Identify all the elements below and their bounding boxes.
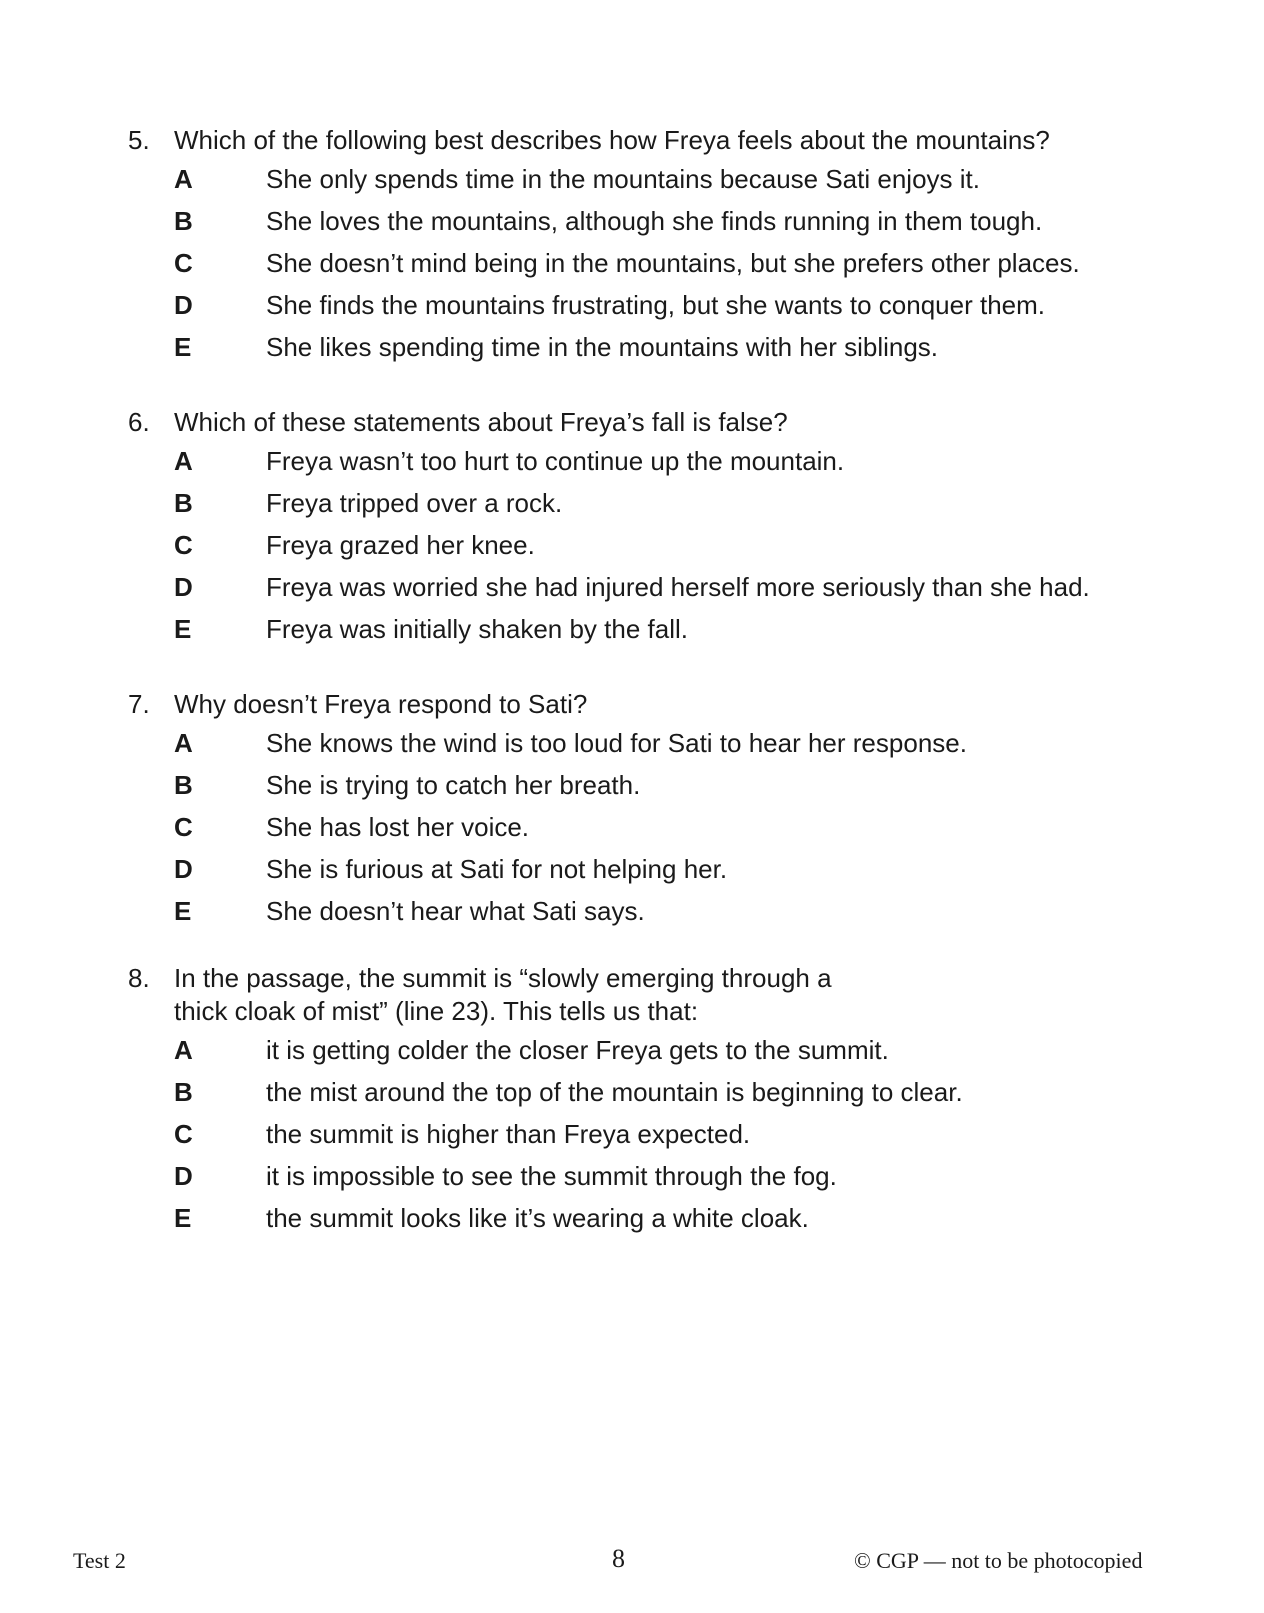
option-letter: E [174,332,192,362]
option-letter: B [174,488,193,518]
option-letter: C [174,530,193,560]
answer-option[interactable] [128,482,1138,524]
answer-option[interactable] [128,1197,1138,1239]
answer-option[interactable] [128,848,1138,890]
answer-option[interactable] [128,158,1138,200]
copyright-notice: © CGP — not to be photocopied [854,1548,1143,1573]
answer-option[interactable] [128,608,1138,650]
question-text: Which of the following best describes how Freya feels about the mountains? [174,125,1050,155]
answer-option[interactable] [128,806,1138,848]
option-text: the mist around the top of the mountain is beginning to clear. [266,1077,963,1107]
option-letter: E [174,614,192,644]
question-text: In the passage, the summit is “slowly emerging through a thick cloak of mist” (line 23). This tells us that: [174,963,832,1026]
answer-option[interactable] [128,764,1138,806]
question-text: Why doesn’t Freya respond to Sati? [174,689,588,719]
option-text: She doesn’t hear what Sati says. [266,896,645,926]
option-letter: B [174,770,193,800]
answer-option[interactable] [128,890,1138,932]
option-letter: D [174,854,193,884]
option-letter: A [174,728,193,758]
option-letter: B [174,1077,193,1107]
option-text: She is trying to catch her breath. [266,770,641,800]
answer-option[interactable] [128,1071,1138,1113]
option-letter: C [174,1119,193,1149]
option-letter: D [174,290,193,320]
option-text: She has lost her voice. [266,812,530,842]
answer-option[interactable] [128,284,1138,326]
question-stem [128,962,1138,1028]
option-letter: A [174,446,193,476]
option-letter: D [174,1161,193,1191]
answer-option[interactable] [128,722,1138,764]
answer-option[interactable] [128,326,1138,368]
option-letter: B [174,206,193,236]
answer-option[interactable] [128,440,1138,482]
option-text: Freya tripped over a rock. [266,488,563,518]
option-text: it is getting colder the closer Freya gets to the summit. [266,1035,889,1065]
question-number: 8. [128,963,150,993]
option-text: it is impossible to see the summit through the fog. [266,1161,837,1191]
option-text: She is furious at Sati for not helping her. [266,854,728,884]
option-text: Freya was initially shaken by the fall. [266,614,688,644]
option-text: Freya wasn’t too hurt to continue up the mountain. [266,446,845,476]
question-stem [128,124,1138,157]
question-number: 6. [128,407,150,437]
question-7 [128,688,1138,932]
answer-option[interactable] [128,242,1138,284]
page-number: 8 [612,1544,625,1573]
answer-option[interactable] [128,200,1138,242]
question-5 [128,124,1138,368]
option-letter: D [174,572,193,602]
option-letter: E [174,896,192,926]
question-stem [128,406,1138,439]
option-text: She loves the mountains, although she finds running in them tough. [266,206,1043,236]
option-text: She doesn’t mind being in the mountains, but she prefers other places. [266,248,1080,278]
option-text: She only spends time in the mountains because Sati enjoys it. [266,164,980,194]
option-letter: E [174,1203,192,1233]
question-number: 5. [128,125,150,155]
option-text: She finds the mountains frustrating, but she wants to conquer them. [266,290,1045,320]
question-6 [128,406,1138,650]
option-text: the summit looks like it’s wearing a white cloak. [266,1203,809,1233]
option-letter: A [174,1035,193,1065]
question-8 [128,962,1138,1239]
option-text: Freya was worried she had injured herself more seriously than she had. [266,572,1090,602]
option-text: the summit is higher than Freya expected. [266,1119,751,1149]
question-number: 7. [128,689,150,719]
question-text: Which of these statements about Freya’s fall is false? [174,407,788,437]
option-letter: C [174,812,193,842]
question-stem [128,688,1138,721]
answer-option[interactable] [128,1029,1138,1071]
answer-option[interactable] [128,1113,1138,1155]
footer-test-label: Test 2 [73,1548,126,1573]
answer-option[interactable] [128,566,1138,608]
option-letter: C [174,248,193,278]
answer-option[interactable] [128,1155,1138,1197]
answer-option[interactable] [128,524,1138,566]
option-letter: A [174,164,193,194]
option-text: She likes spending time in the mountains with her siblings. [266,332,939,362]
option-text: She knows the wind is too loud for Sati to hear her response. [266,728,967,758]
option-text: Freya grazed her knee. [266,530,535,560]
